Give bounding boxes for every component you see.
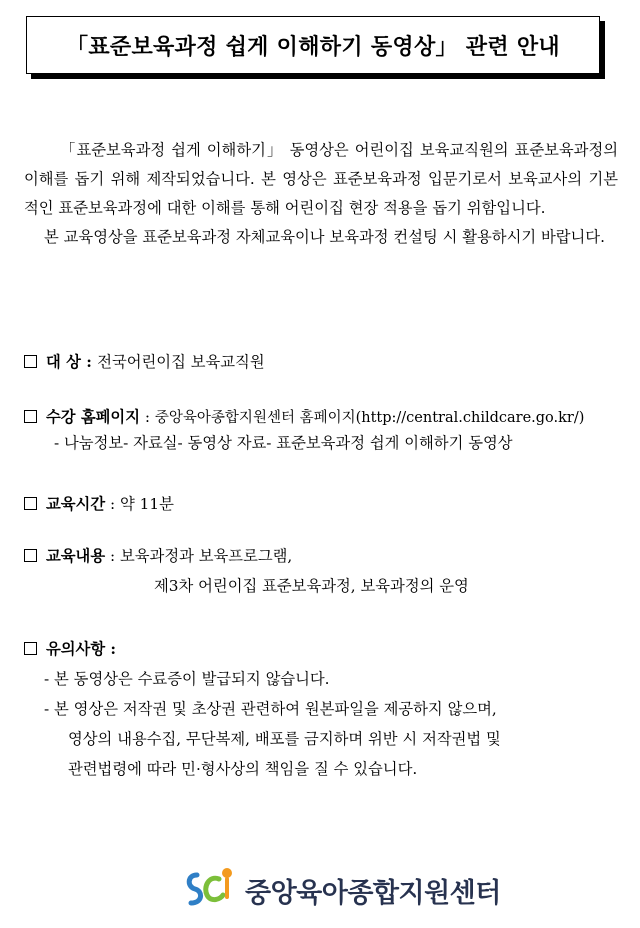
homepage-path: - 나눔정보- 자료실- 동영상 자료- 표준보육과정 쉽게 이해하기 동영상 [54,434,513,452]
target-section: 대 상 : 전국어린이집 보육교직원 [24,350,624,375]
homepage-value: 중앙육아종합지원센터 홈페이지(http://central.childcare.go.kr/) [154,410,585,426]
notes-section: 유의사항 : - 본 동영상은 수료증이 발급되지 않습니다. - 본 영상은 저작권 및 초상권 관련하여 원본파일을 제공하지 않으며, 영상의 내용수집, 무단복제, 배포를 금지하며 위반 시 저작권법 및 관련법령에 따라 민·형사상의 책임을 질 수 있습니다. [24,634,624,784]
checkbox-icon [24,497,37,510]
target-value: 전국어린이집 보육교직원 [97,353,265,371]
duration-label: 교육시간 [46,495,106,513]
content-section: 교육내용 : 보육과정과 보육프로그램, 제3차 어린이집 표준보육과정, 보육과정의 운영 [24,541,624,601]
intro [24,136,618,252]
duration-value: 약 11분 [120,495,174,513]
homepage-section: 수강 홈페이지 : 중앙육아종합지원센터 홈페이지(http://central.childcare.go.kr/) - 나눔정보- 자료실- 동영상 자료- 표준보육과정 쉽게 이해하기 동영상 [24,405,624,456]
notes-label: 유의사항 [46,640,106,658]
checkbox-icon [24,549,37,562]
intro-paragraph-1: 「표준보육과정 쉽게 이해하기」 동영상은 어린이집 보육교직원의 표준보육과정의 이해를 돕기 위해 제작되었습니다. 본 영상은 표준보육과정 입문기로서 보육교사의 기본적인 표준보육과정에 대한 이해를 통해 어린이집 현장 적용을 돕기 위함입니다. [24,141,618,217]
footer [183,864,501,916]
notes-item-1: - 본 동영상은 수료증이 발급되지 않습니다. [44,670,330,688]
content-line-2: 제3차 어린이집 표준보육과정, 보육과정의 운영 [154,577,469,595]
page-title: 「표준보육과정 쉽게 이해하기 동영상」 관련 안내 [66,34,560,60]
homepage-label: 수강 홈페이지 [46,408,140,426]
duration-section: 교육시간 : 약 11분 [24,492,624,517]
org-name: 중앙육아종합지원센터 [245,877,501,909]
target-label: 대 상 [46,353,81,371]
checkbox-icon [24,410,37,423]
content-label: 교육내용 [46,547,106,565]
checkbox-icon [24,642,37,655]
checkbox-icon [24,355,37,368]
notes-item-2-line-3: 관련법령에 따라 민·형사상의 책임을 질 수 있습니다. [68,760,418,778]
title-box [26,16,600,74]
notes-item-2-line-1: - 본 영상은 저작권 및 초상권 관련하여 원본파일을 제공하지 않으며, [44,700,497,718]
intro-paragraph-2: 본 교육영상을 표준보육과정 자체교육이나 보육과정 컨설팅 시 활용하시기 바랍니다. [44,228,605,246]
notes-item-2-line-2: 영상의 내용수집, 무단복제, 배포를 금지하며 위반 시 저작권법 및 [68,730,501,748]
org-logo-icon [183,863,237,917]
content-line-1: 보육과정과 보육프로그램, [120,547,293,565]
